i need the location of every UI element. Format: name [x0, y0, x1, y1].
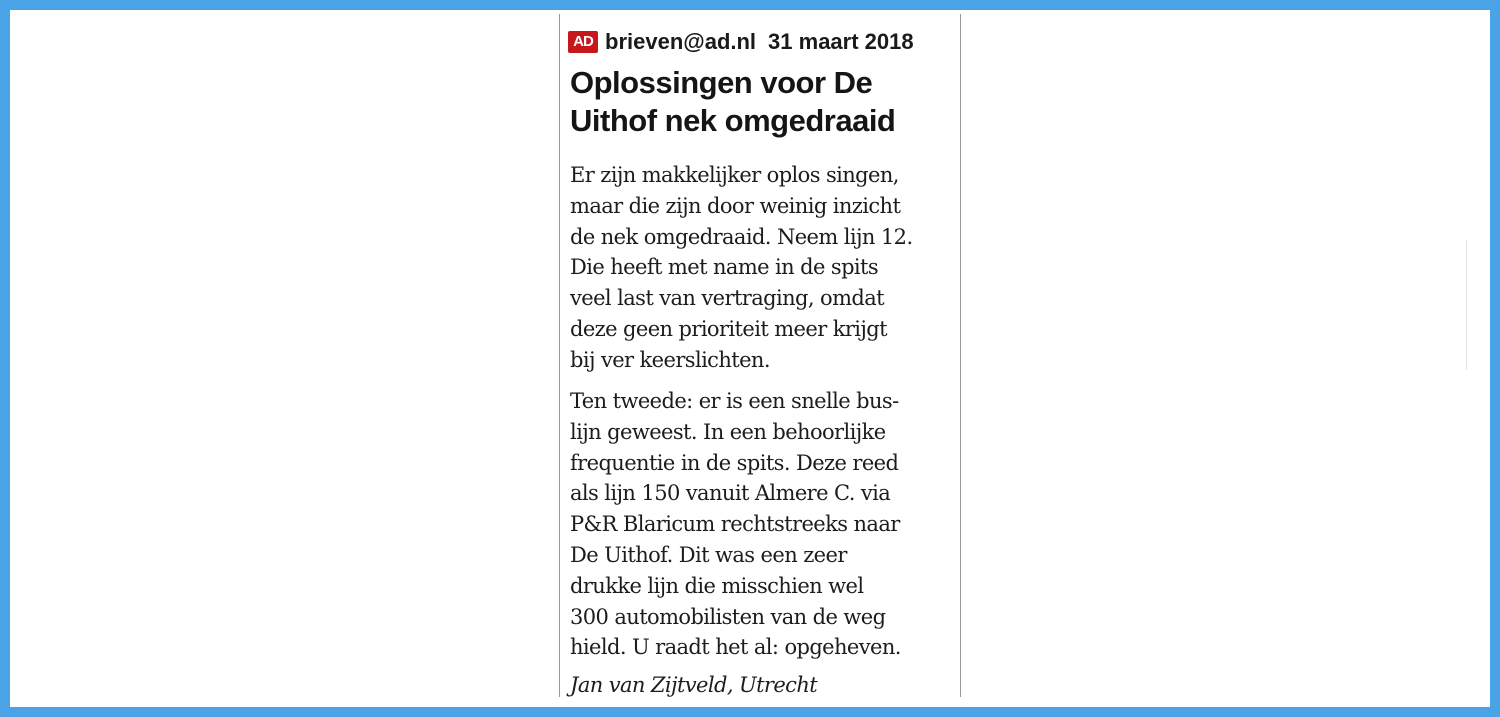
article-paragraph-1 — [570, 160, 960, 376]
masthead — [568, 28, 956, 56]
newspaper-clipping — [559, 14, 961, 697]
article-headline — [570, 64, 955, 140]
masthead-date: 31 maart 2018 — [768, 29, 914, 54]
text-line: hield. U raadt het al: opgeheven. — [570, 635, 901, 660]
text-line: P&R Blaricum rechtstreeks naar — [570, 512, 900, 537]
text-line: veel last van vertraging, omdat — [570, 286, 884, 311]
masthead-email: brieven@ad.nl — [605, 29, 757, 54]
headline-line: Uithof nek omgedraaid — [570, 103, 896, 138]
text-line: lijn geweest. In een behoorlijke — [570, 419, 886, 444]
article-paragraph-2 — [570, 386, 960, 663]
text-line: Er zijn makkelijker oplos singen, — [570, 163, 899, 187]
text-line: drukke lijn die misschien wel — [570, 573, 864, 598]
text-line: deze geen prioriteit meer krijgt — [570, 316, 887, 341]
text-line: bij ver keerslichten. — [570, 347, 770, 372]
scan-edge — [1466, 240, 1467, 370]
text-line: maar die zijn door weinig inzicht — [570, 193, 901, 218]
text-line: als lijn 150 vanuit Almere C. via — [570, 481, 891, 506]
text-line: de nek omgedraaid. Neem lijn 12. — [570, 224, 913, 249]
author-signature: Jan van Zijtveld, Utrecht — [570, 673, 818, 697]
text-line: Die heeft met name in de spits — [570, 255, 879, 280]
text-line: De Uithof. Dit was een zeer — [570, 542, 847, 567]
text-line: Ten tweede: er is een snelle bus- — [570, 389, 899, 413]
headline-line: Oplossingen voor De — [570, 65, 873, 100]
ad-logo: AD — [568, 31, 598, 53]
text-line: frequentie in de spits. Deze reed — [570, 450, 899, 475]
text-line: 300 automobilisten van de weg — [570, 604, 886, 629]
